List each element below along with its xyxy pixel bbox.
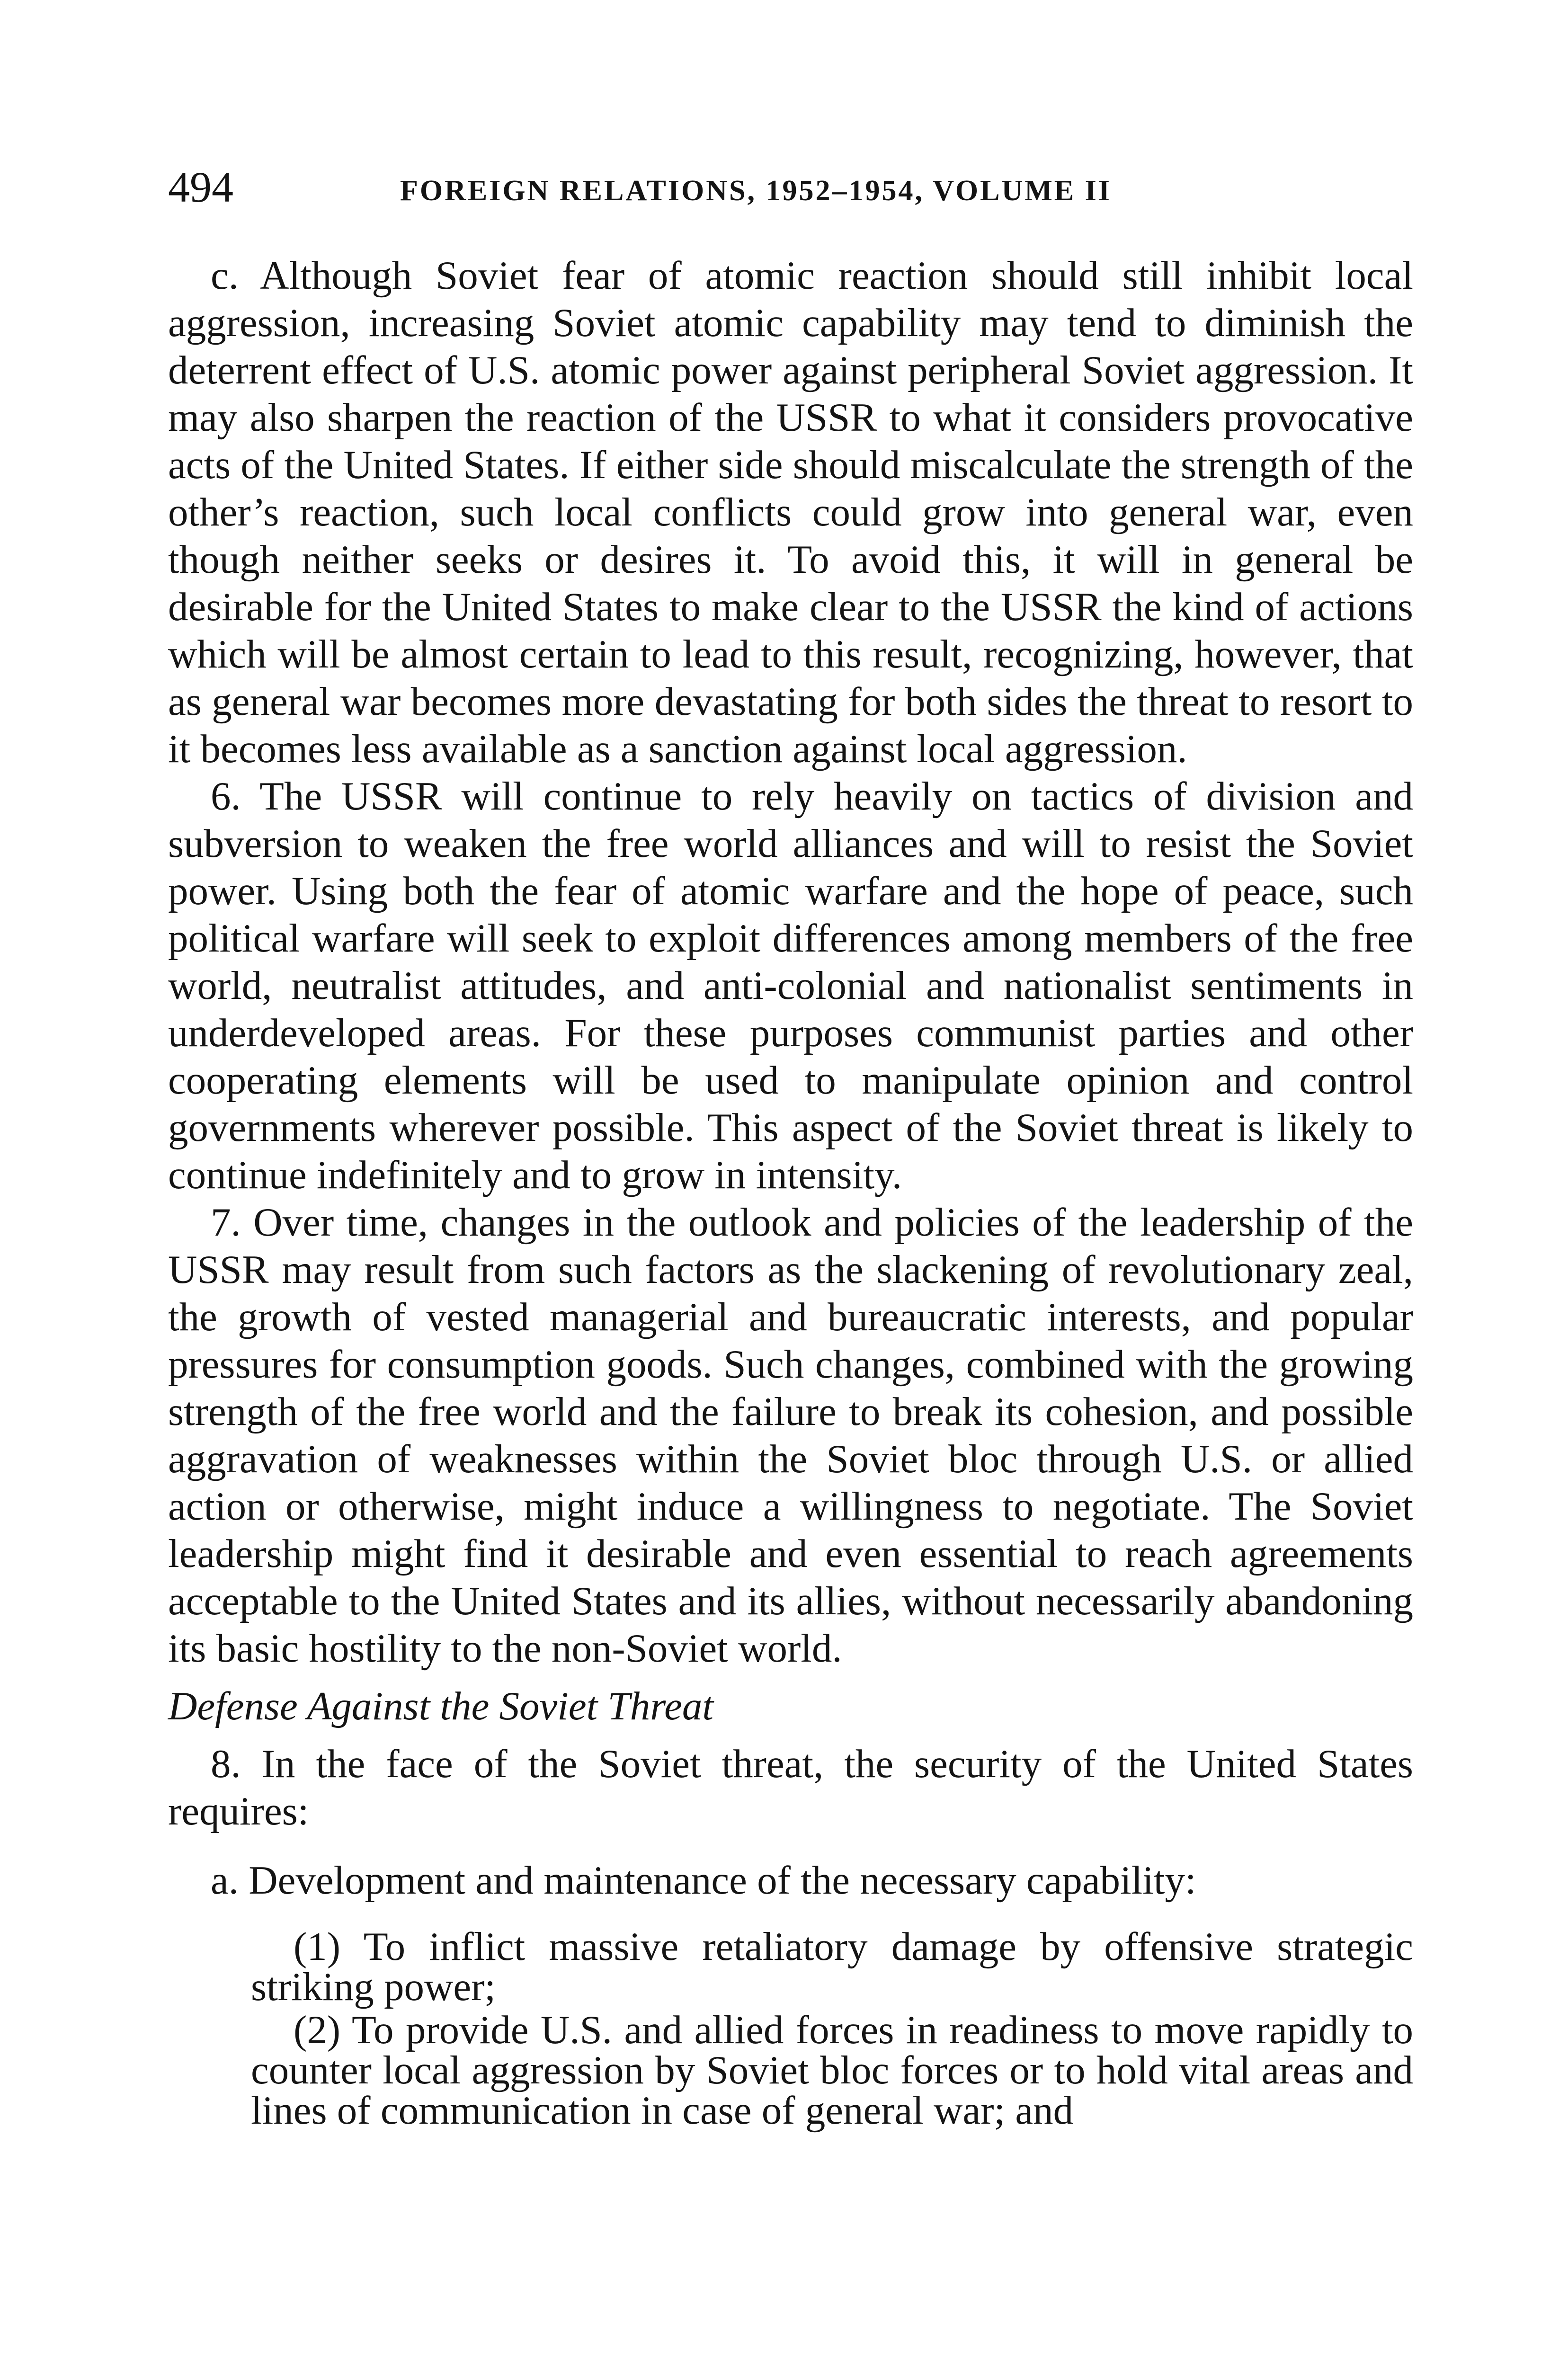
paragraph-6: 6. The USSR will continue to rely heavily on tactics of division and subversion to weaken the free world alliances and will to resist the Soviet power. Using both the fear of atomic warfare and the hope of peace, such political warfare will seek to exploit differences among members of the free world, neutralist attitudes, and anti-colonial and nationalist sentiments in underdeveloped areas. For these purposes communist parties and other cooperating elements will be used to manipulate opinion and control governments wherever possible. This aspect of the Soviet threat is likely to continue indefinitely and to grow in intensity.: [168, 774, 1413, 1197]
paragraph-7: 7. Over time, changes in the outlook and policies of the leadership of the USSR may result from such factors as the slackening of revolutionary zeal, the growth of vested managerial and bureaucratic interests, and popular pressures for consumption goods. Such changes, combined with the growing strength of the free world and the failure to break its cohesion, and possible aggravation of weaknesses within the Soviet bloc through U.S. or allied action or otherwise, might induce a willingness to negotiate. The Soviet leadership might find it desirable and even essential to reach agreements acceptable to the United States and its allies, without necessarily abandoning its basic hostility to the non-Soviet world.: [168, 1200, 1413, 1671]
paragraph-8: 8. In the face of the Soviet threat, the security of the United States requires:: [168, 1742, 1413, 1833]
paragraph-5c: c. Although Soviet fear of atomic reaction should still inhibit local aggression, increasing Soviet atomic capability may tend to diminish the deterrent effect of U.S. atomic power against peripheral Soviet aggression. It may also sharpen the reaction of the USSR to what it considers provocative acts of the United States. If either side should miscalculate the strength of the other’s reaction, such local conflicts could grow into general war, even though neither seeks or desires it. To avoid this, it will in general be desirable for the United States to make clear to the USSR the kind of actions which will be almost certain to lead to this result, recognizing, however, that as general war becomes more devastating for both sides the threat to resort to it becomes less available as a sanction against local aggression.: [168, 253, 1413, 771]
body-text: [168, 252, 1413, 2131]
capability-list: [168, 1924, 1413, 2133]
subparagraph-a: a. Development and maintenance of the necessary capability:: [211, 1858, 1196, 1903]
page-number: 494: [168, 163, 233, 211]
list-item-2: (2) To provide U.S. and allied forces in readiness to move rapidly to counter local aggression by Soviet bloc forces or to hold vital areas and lines of communication in case of general war; and: [251, 2008, 1413, 2133]
list-item-1: (1) To inflict massive retaliatory damage by offensive strategic striking power;: [251, 1924, 1413, 2009]
section-heading: Defense Against the Soviet Threat: [168, 1684, 714, 1728]
running-head: FOREIGN RELATIONS, 1952–1954, VOLUME II: [400, 175, 1112, 207]
page-header: [168, 163, 1413, 215]
